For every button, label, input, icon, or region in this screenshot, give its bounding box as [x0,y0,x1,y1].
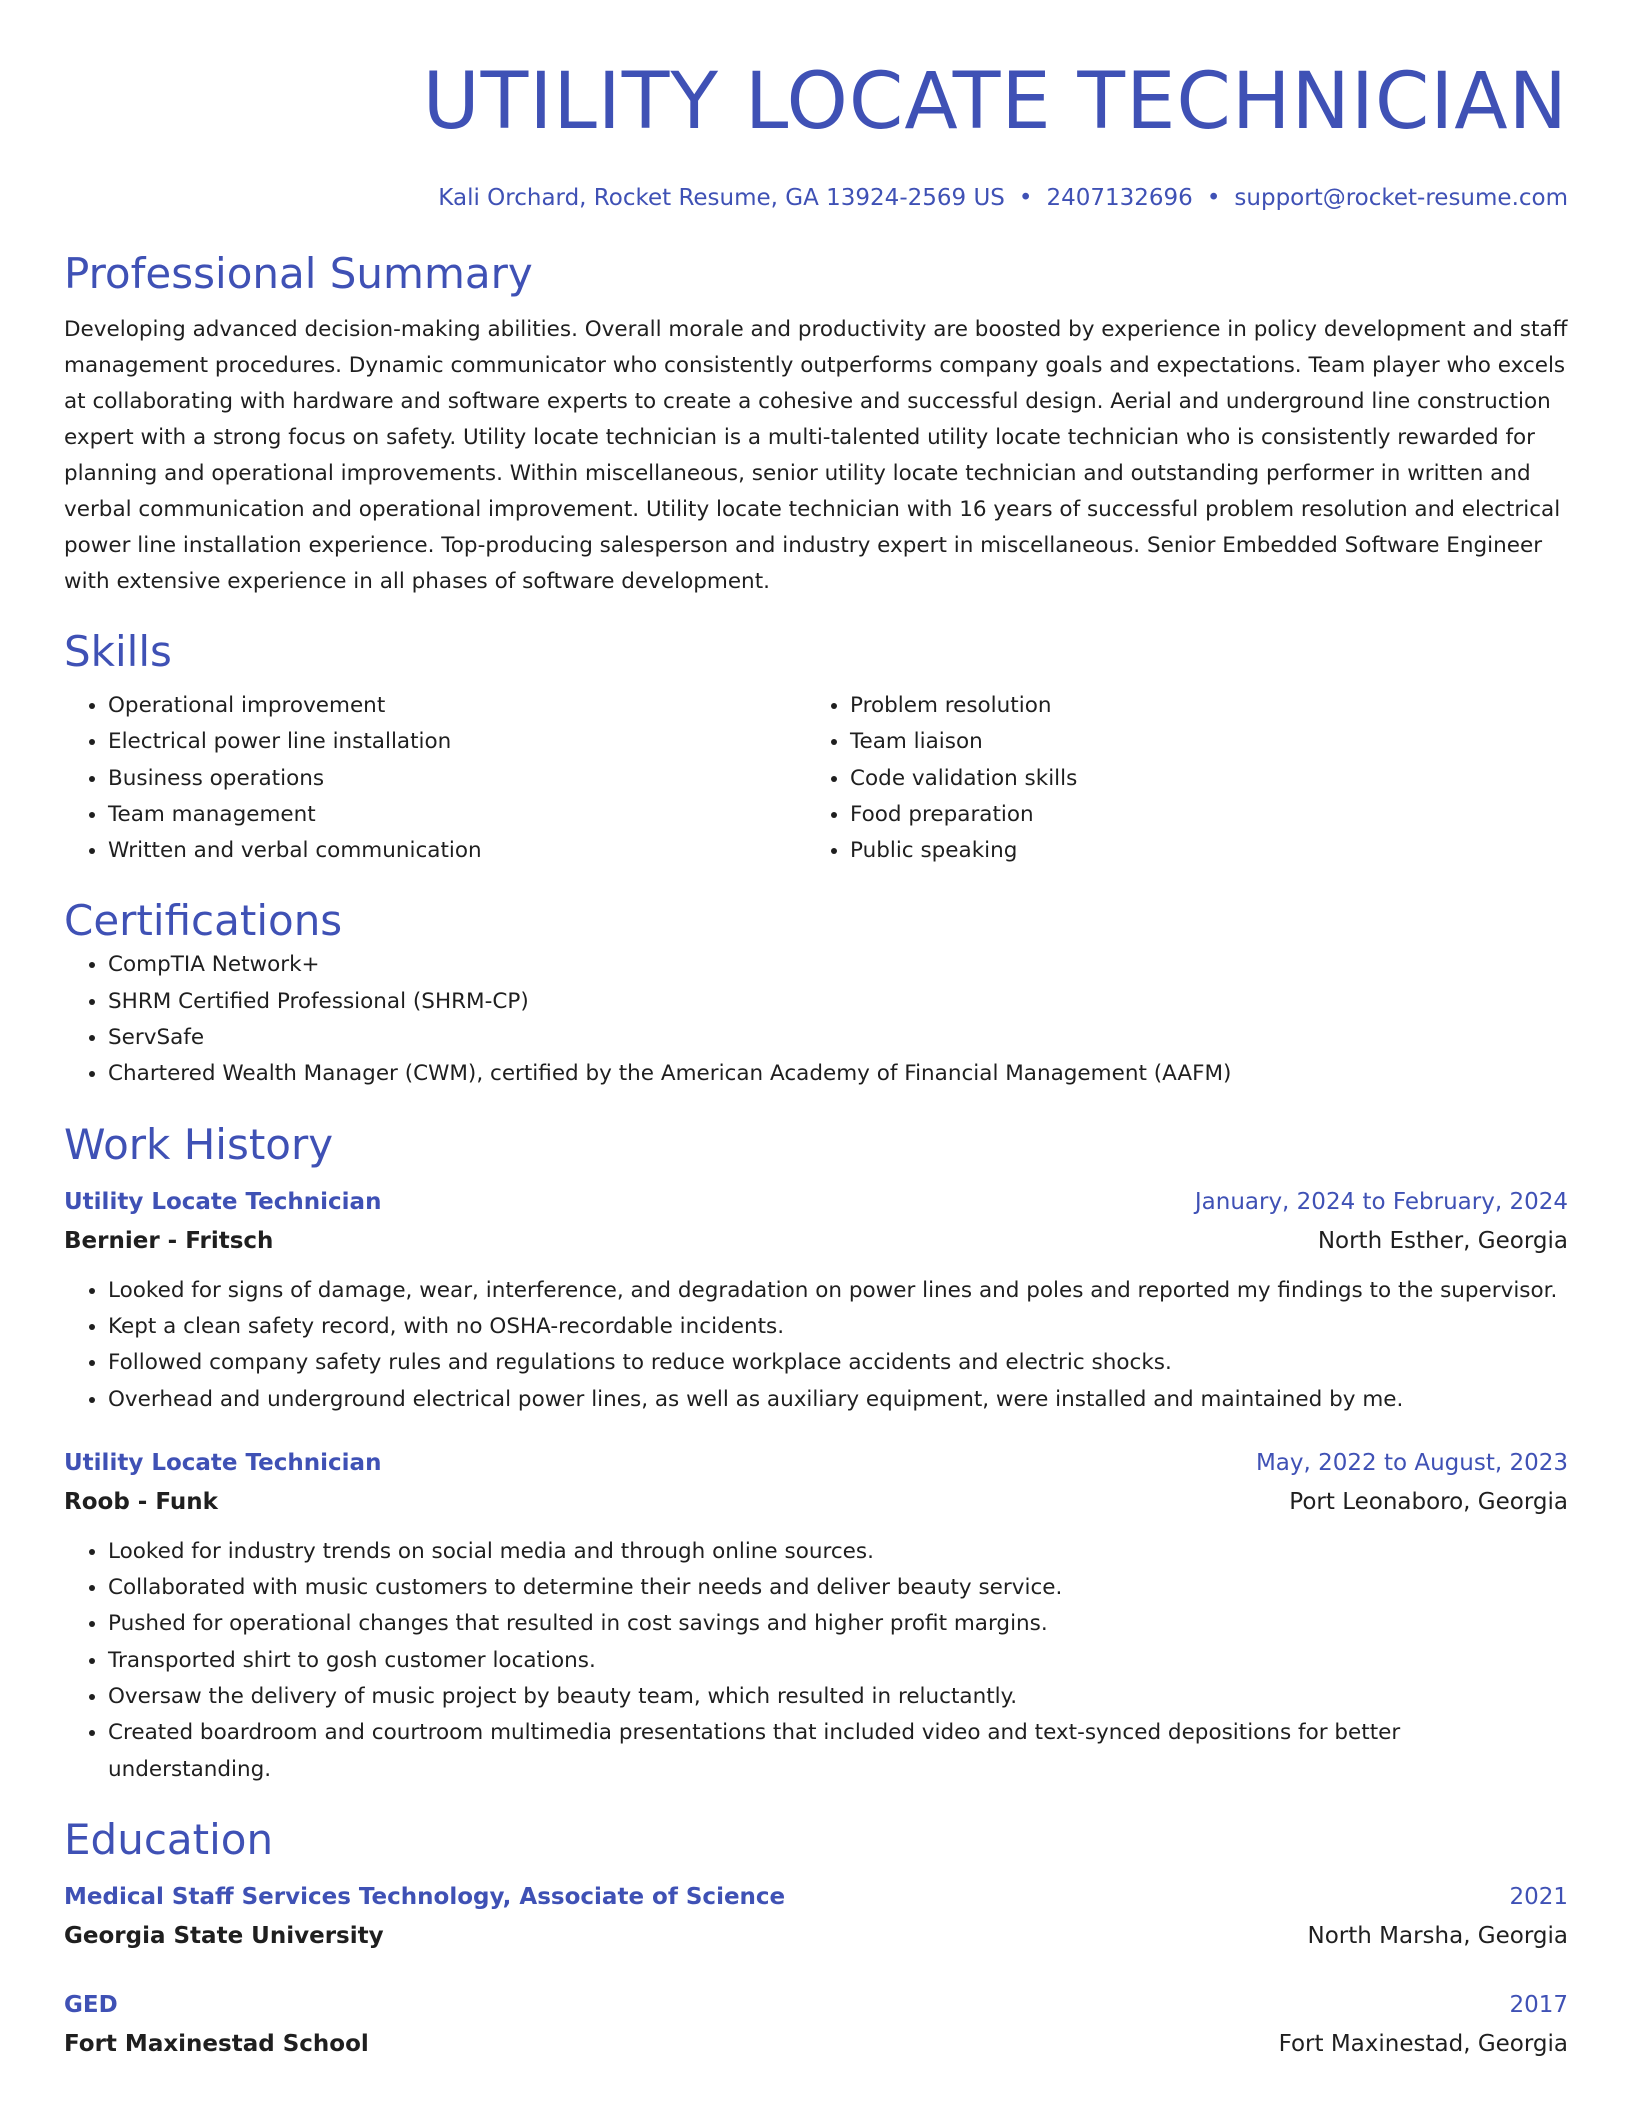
contact-address: Kali Orchard, Rocket Resume, GA 13924-2569 US [438,185,1005,211]
certification-item: • ServSafe [108,1020,1568,1056]
skills-left-list [64,688,806,869]
job-duty-item: • Looked for signs of damage, wear, interference, and degradation on power lines and poles and reported my findings to the supervisor. [108,1273,1568,1309]
skills-right-list [806,688,1548,869]
skill-item: • Business operations [108,761,806,797]
education-degree-row [64,1878,1568,1917]
skill-item: • Problem resolution [850,688,1548,724]
contact-separator: • [1018,185,1033,211]
job-duties-list [64,1273,1568,1418]
education-school-row [64,1917,1568,1956]
job-duty-item: • Pushed for operational changes that resulted in cost savings and higher profit margins. [108,1606,1568,1642]
skill-item: • Public speaking [850,833,1548,869]
skill-item: • Code validation skills [850,761,1548,797]
job-duty-item: • Looked for industry trends on social media and through online sources. [108,1534,1568,1570]
education-entry [64,1986,1568,2064]
contact-line [64,182,1568,214]
education-school-row [64,2025,1568,2064]
education-location: North Marsha, Georgia [1307,1922,1568,1949]
summary-heading: Professional Summary [64,249,533,298]
job-duty-item: • Followed company safety rules and regulations to reduce workplace accidents and electric shocks. [108,1345,1568,1381]
skills-list [64,688,1568,869]
education-year: 2017 [1509,1991,1568,2018]
certification-item: • SHRM Certified Professional (SHRM-CP) [108,984,1568,1020]
job-location: North Esther, Georgia [1317,1227,1568,1254]
certification-item: • CompTIA Network+ [108,947,1568,983]
education-heading: Education [64,1814,274,1864]
skill-item: • Team management [108,797,806,833]
education-degree: GED [64,1991,118,2018]
contact-email: support@rocket-resume.com [1234,185,1568,211]
job-duty-item: • Transported shirt to gosh customer locations. [108,1643,1568,1679]
job-duty-item: • Overhead and underground electrical power lines, as well as auxiliary equipment, were installed and maintained by me. [108,1382,1568,1418]
job-duties-list [64,1534,1568,1788]
job-title-row [64,1183,1568,1222]
job-duty-item: • Kept a clean safety record, with no OSHA-recordable incidents. [108,1309,1568,1345]
certifications-list [64,947,1568,1092]
certification-item: • Chartered Wealth Manager (CWM), certified by the American Academy of Financial Management (AAFM) [108,1056,1568,1092]
job-entry [64,1183,1568,1418]
education-year: 2021 [1509,1883,1568,1910]
summary-text: Developing advanced decision-making abilities. Overall morale and productivity are boosted by experience in policy development and staff management procedures. Dynamic communicator who consistently outperforms company goals and expectations. Team player who excels at collaborating with hardware and software experts to create a cohesive and successful design. Aerial and underground line construction expert with a strong focus on safety. Utility locate technician is a multi-talented utility locate technician who is consistently rewarded for planning and operational improvements. Within miscellaneous, senior utility locate technician and outstanding performer in written and verbal communication and operational improvement. Utility locate technician with 16 years of successful problem resolution and electrical power line installation experience. Top-producing salesperson and industry expert in miscellaneous. Senior Embedded Software Engineer with extensive experience in all phases of software development. [64,317,1568,594]
job-entry [64,1444,1568,1788]
skill-item: • Team liaison [850,724,1548,760]
education-degree: Medical Staff Services Technology, Associate of Science [64,1883,786,1910]
job-duty-item: • Created boardroom and courtroom multimedia presentations that included video and text-synced depositions for better understanding. [108,1715,1568,1788]
resume-header [64,52,1568,214]
contact-separator: • [1206,185,1221,211]
job-role: Utility Locate Technician [64,1449,382,1476]
job-company: Bernier - Fritsch [64,1227,274,1254]
skill-item: • Operational improvement [108,688,806,724]
job-role: Utility Locate Technician [64,1188,382,1215]
contact-phone: 2407132696 [1046,185,1193,211]
skill-item: • Electrical power line installation [108,724,806,760]
job-dates: May, 2022 to August, 2023 [1255,1449,1568,1476]
certifications-heading: Certifications [64,896,343,946]
work-history-heading: Work History [64,1119,334,1169]
job-location: Port Leonaboro, Georgia [1289,1488,1568,1515]
job-title-heading: UTILITY LOCATE TECHNICIAN [422,57,1568,147]
skill-item: • Written and verbal communication [108,833,806,869]
job-company-row [64,1222,1568,1261]
job-dates: January, 2024 to February, 2024 [1194,1188,1568,1215]
education-location: Fort Maxinestad, Georgia [1278,2030,1568,2057]
job-duty-item: • Oversaw the delivery of music project by beauty team, which resulted in reluctantly. [108,1679,1568,1715]
skills-column-left [64,688,806,869]
job-company: Roob - Funk [64,1488,218,1515]
education-school: Georgia State University [64,1922,384,1949]
skills-heading: Skills [64,627,172,676]
skills-column-right [806,688,1548,869]
job-duty-item: • Collaborated with music customers to determine their needs and deliver beauty service. [108,1570,1568,1606]
skill-item: • Food preparation [850,797,1548,833]
education-school: Fort Maxinestad School [64,2030,369,2057]
education-degree-row [64,1986,1568,2025]
education-entry [64,1878,1568,1956]
job-title-row [64,1444,1568,1483]
job-company-row [64,1483,1568,1522]
